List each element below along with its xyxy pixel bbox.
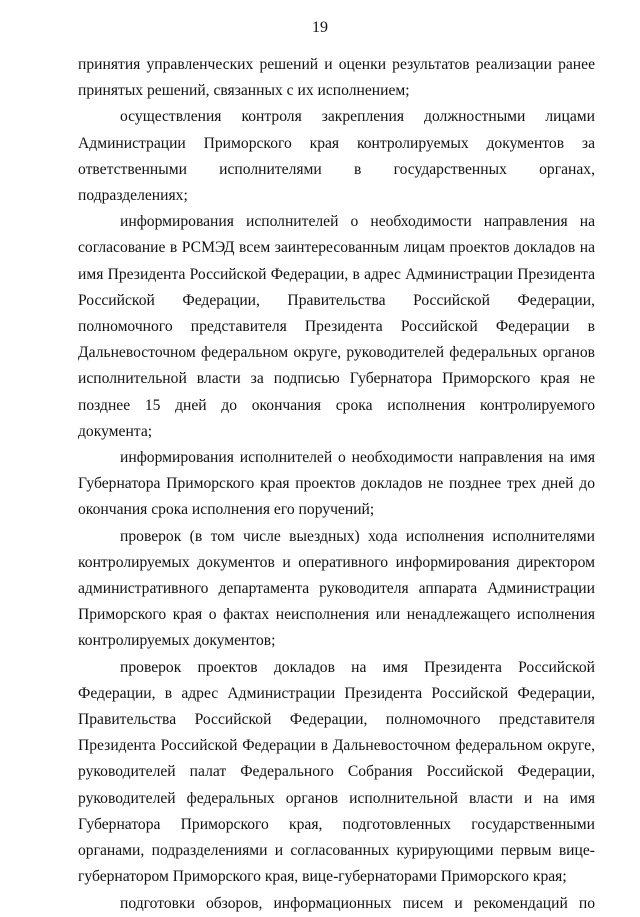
paragraph-control-assignment: осуществления контроля закрепления должностными лицами Администрации Приморского края контролируемых документов за ответственными исполнителями в государственных органах, подразделениях; <box>78 108 595 205</box>
paragraph-governor-reports: информирования исполнителей о необходимости направления на имя Губернатора Приморского края проектов докладов не позднее трех дней до окончания срока исполнения его поручений; <box>78 449 595 519</box>
paragraph-rsmed-notification: информирования исполнителей о необходимости направления на согласование в РСМЭД всем заинтересованным лицам проектов докладов на имя Президента Российской Федерации, в адрес Администрации Президента Российской Федерации, Правительства Российской Федерации, полномочного представителя Президента Российской Федерации в Дальневосточном федеральном округе, руководителей федеральных органов исполнительной власти за подписью Губернатора Приморского края не позднее 15 дней до окончания срока исполнения контролируемого документа; <box>78 213 595 440</box>
paragraph-reviews-preparation: подготовки обзоров, информационных писем и рекомендаций по <box>120 894 595 912</box>
document-body <box>78 52 595 917</box>
page-number: 19 <box>312 19 328 36</box>
paragraph-inspections: проверок (в том числе выездных) хода исполнения исполнителями контролируемых документов и оперативного информирования директором административного департамента руководителя аппарата Администрации Приморского края о фактах неисполнения или ненадлежащего исполнения контролируемых документов; <box>78 527 595 650</box>
paragraph-draft-report-checks: проверок проектов докладов на имя Президента Российской Федерации, в адрес Администрации Президента Российской Федерации, Правительства Российской Федерации, полномочного представителя Президента Российской Федерации в Дальневосточном федеральном округе, руководителей палат Федерального Собрания Российской Федерации, руководителей федеральных органов исполнительной власти и на имя Губернатора Приморского края, подготовленных государственными органами, подразделениями и согласованных курирующими первым вице-губернатором Приморского края, вице-губернаторами Приморского края; <box>78 658 595 886</box>
paragraph-decision-evaluation: принятия управленческих решений и оценки результатов реализации ранее принятых решений, связанных с их исполнением; <box>78 56 595 100</box>
